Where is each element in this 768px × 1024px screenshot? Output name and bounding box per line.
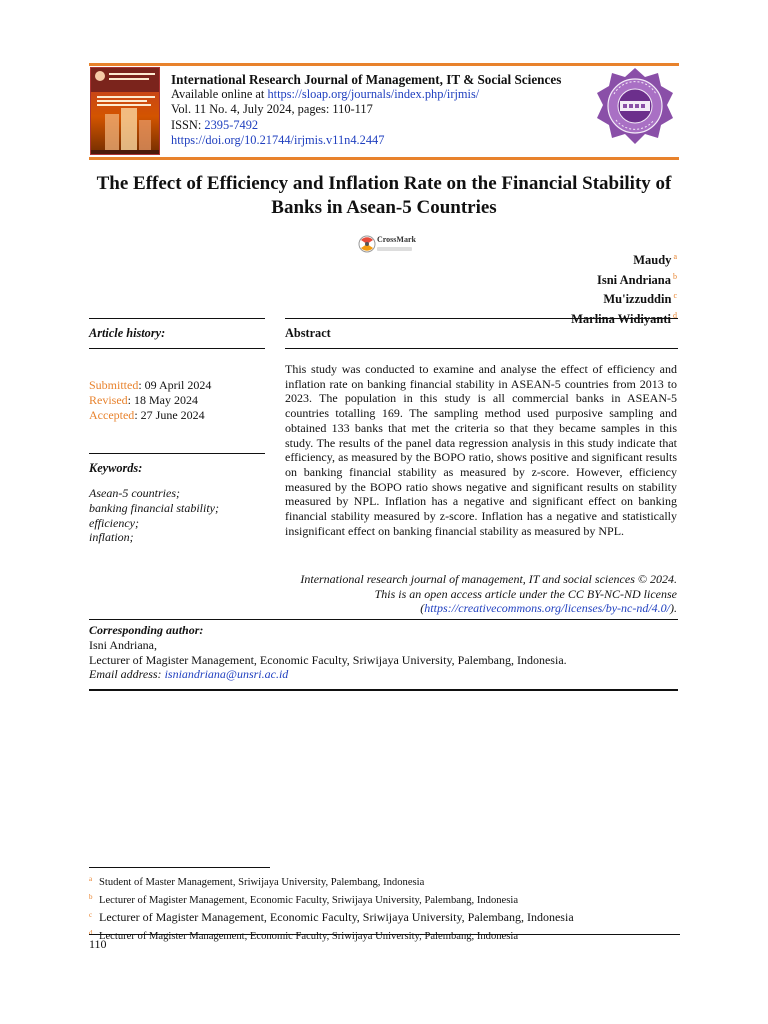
available-online bbox=[171, 87, 561, 102]
keyword-item: inflation; bbox=[89, 530, 134, 545]
author-mark: d bbox=[673, 310, 677, 320]
history-accepted: Accepted: 27 June 2024 bbox=[89, 407, 205, 422]
page-number-rule bbox=[89, 934, 680, 935]
keyword-item: Asean-5 countries; bbox=[89, 486, 180, 500]
corresponding-author bbox=[89, 623, 567, 682]
email-link[interactable]: isniandriana@unsri.ac.id bbox=[164, 667, 289, 682]
sloap-seal-logo bbox=[594, 66, 676, 156]
crossmark-badge[interactable] bbox=[358, 234, 414, 254]
history-submitted: Submitted: 09 April 2024 bbox=[89, 378, 212, 392]
footnote-item: d Lecturer of Magister Management, Economic Faculty, Sriwijaya University, Palembang, Indonesia bbox=[89, 928, 519, 942]
journal-info bbox=[171, 72, 561, 148]
volume-info: Vol. 11 No. 4, July 2024, pages: 110-117 bbox=[171, 102, 373, 117]
history-heading: Article history: bbox=[89, 326, 166, 340]
abstract-top-rule bbox=[285, 318, 678, 319]
author: Maudy $^a$ bbox=[633, 252, 677, 267]
license-url-open: ( bbox=[420, 601, 425, 616]
footnote-item: a Student of Master Management, Sriwijaya University, Palembang, Indonesia bbox=[89, 875, 425, 888]
page-number: 110 bbox=[89, 937, 107, 951]
history-top-rule bbox=[89, 318, 265, 319]
issn-link[interactable]: 2395-7492 bbox=[204, 117, 259, 132]
issn-line bbox=[171, 118, 561, 133]
corresponding-email-line bbox=[89, 667, 567, 682]
license-url-link[interactable]: https://creativecommons.org/licenses/by-nc-nd/4.0/ bbox=[424, 601, 670, 616]
abstract-heading: Abstract bbox=[285, 326, 331, 340]
footnote-item: b Lecturer of Magister Management, Economic Faculty, Sriwijaya University, Palembang, Indonesia bbox=[89, 893, 519, 907]
keywords-heading: Keywords: bbox=[89, 461, 143, 475]
license-note bbox=[277, 572, 677, 616]
footnote-item: c Lecturer of Magister Management, Economic Faculty, Sriwijaya University, Palembang, Indonesia bbox=[89, 910, 574, 925]
journal-url-link[interactable]: https://sloap.org/journals/index.php/irjmis/ bbox=[267, 87, 480, 102]
license-line-2: This is an open access article under the CC BY-NC-ND license bbox=[374, 586, 677, 601]
header-rule-top bbox=[89, 63, 679, 66]
author-mark: c bbox=[673, 291, 677, 300]
author-mark: b bbox=[673, 271, 677, 281]
history-heading-rule bbox=[89, 348, 265, 349]
license-url-line bbox=[277, 601, 677, 616]
author: Marlina Widiyanti $^d$ bbox=[571, 310, 677, 326]
history-revised: Revised: 18 May 2024 bbox=[89, 392, 199, 407]
abstract-text: This study was conducted to examine and analyse the effect of efficiency and inflation rate on banking financial stability in ASEAN-5 countries from 2013 to 2023. The population in this study is all commercial banks in ASEAN-5 countries totalling 169. The sampling method used purposive sampling and obtained 133 banks that met the criteria so that they became samples in this study. The results of the panel data regression analysis in this study indicate that efficiency, as measured by the BOPO ratio, shows positive and significant results on banking financial stability as measured by z-score. However, efficiency measured by the BOPO ratio shows negative and significant results on stability measured by NPL. Inflation has a negative and significant effect on banking financial stability measured by z-score. Inflation has a negative and statistically insignificant effect on banking financial stability as measured by NPL. bbox=[285, 362, 677, 538]
keywords-top-rule bbox=[89, 453, 265, 454]
corresponding-top-rule bbox=[89, 619, 678, 620]
corresponding-heading: Corresponding author: bbox=[89, 623, 204, 637]
abstract-heading-rule bbox=[285, 348, 678, 349]
header-rule-bottom bbox=[89, 157, 679, 160]
available-prefix: Available online at bbox=[171, 87, 268, 102]
journal-cover-image bbox=[90, 67, 160, 155]
journal-title: International Research Journal of Management, IT & Social Sciences bbox=[171, 72, 562, 87]
author: Isni Andriana $^b$ bbox=[597, 271, 677, 287]
crossmark-label: CrossMark bbox=[377, 235, 416, 244]
keyword-item: banking financial stability; bbox=[89, 500, 219, 515]
author-list bbox=[571, 249, 677, 327]
keyword-list bbox=[89, 486, 219, 545]
article-history bbox=[89, 378, 211, 422]
keyword-item: efficiency; bbox=[89, 515, 139, 530]
issn-prefix: ISSN: bbox=[171, 117, 205, 132]
doi-link[interactable]: https://doi.org/10.21744/irjmis.v11n4.2447 bbox=[171, 132, 385, 147]
email-label: Email address: bbox=[89, 667, 165, 682]
corresponding-bottom-rule bbox=[89, 689, 678, 691]
paper-title: The Effect of Efficiency and Inflation Rate on the Financial Stability of Banks in Asean-5 Countries bbox=[96, 173, 672, 218]
author: Mu'izzuddin $^c$ bbox=[603, 291, 677, 306]
corresponding-name: Isni Andriana, bbox=[89, 637, 157, 652]
license-line-1: International research journal of management, IT and social sciences © 2024. bbox=[300, 572, 677, 586]
author-mark: a bbox=[673, 252, 677, 261]
corresponding-affiliation: Lecturer of Magister Management, Economic Faculty, Sriwijaya University, Palembang, Indonesia. bbox=[89, 652, 567, 667]
footnote-rule bbox=[89, 867, 270, 868]
license-url-close: ). bbox=[670, 601, 677, 616]
